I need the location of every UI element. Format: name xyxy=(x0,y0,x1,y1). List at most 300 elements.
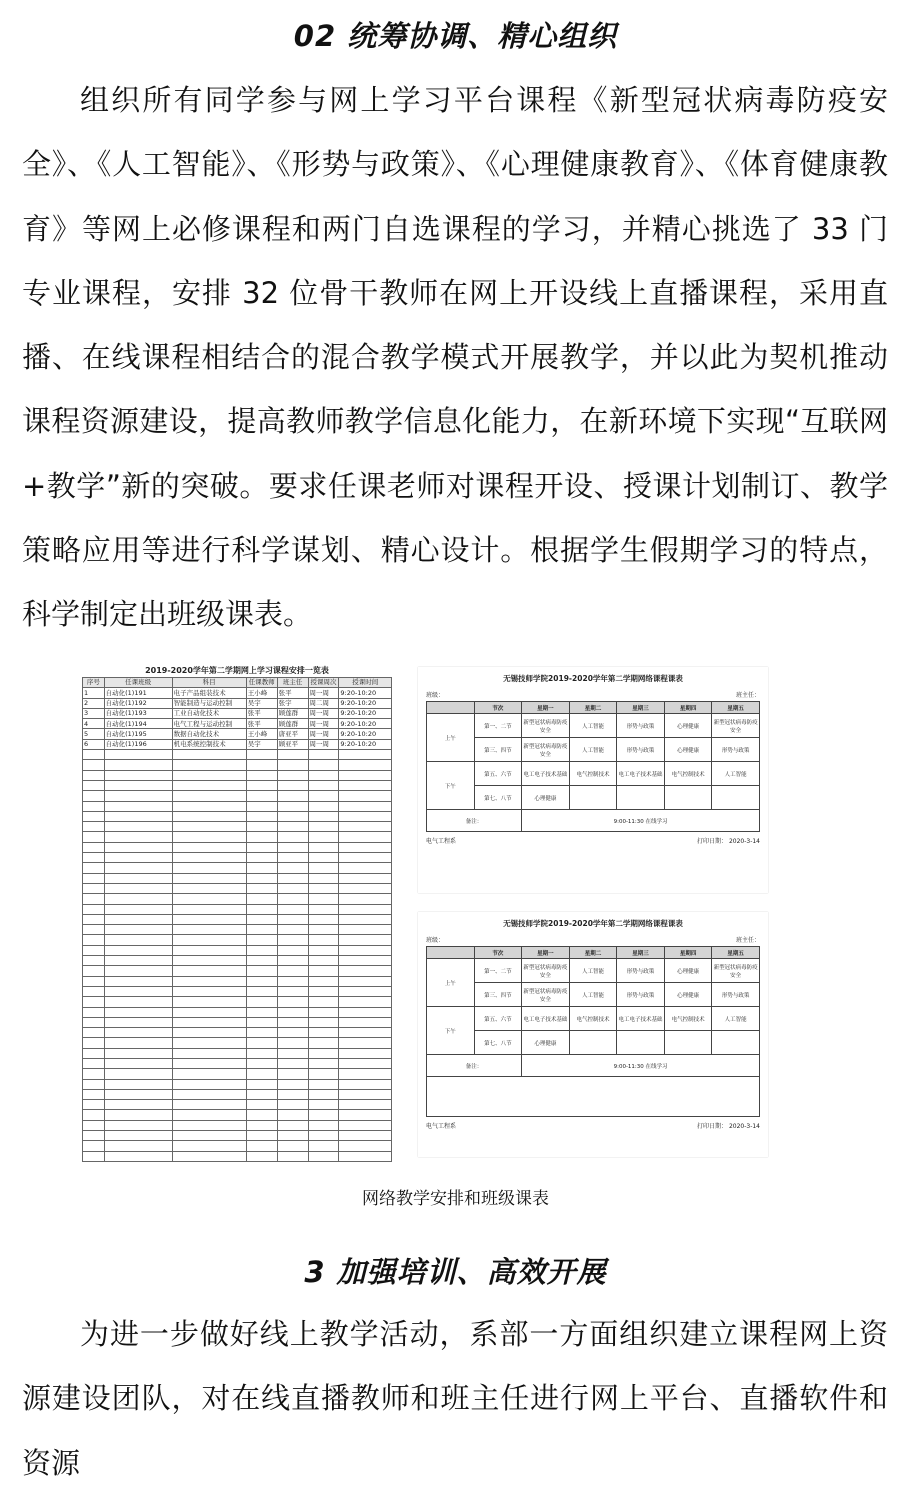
course-table-cell xyxy=(277,894,308,904)
course-table-header: 科目 xyxy=(172,678,246,688)
schedule-morning-label: 上午 xyxy=(427,714,475,762)
course-table-cell xyxy=(339,842,392,852)
course-table-cell xyxy=(83,822,105,832)
course-table-cell xyxy=(339,1038,392,1048)
course-table-cell xyxy=(172,1028,246,1038)
course-table-cell xyxy=(83,925,105,935)
course-table-cell: 数据自动化技术 xyxy=(172,729,246,739)
course-table-cell xyxy=(277,997,308,1007)
course-table-cell xyxy=(246,1120,277,1130)
schedule-cell xyxy=(664,786,712,810)
course-table-cell xyxy=(308,966,339,976)
course-table-cell: 9:20-10:20 xyxy=(339,688,392,698)
course-table-cell: 周一周 xyxy=(308,739,339,749)
schedule-cell: 新型冠状病毒防疫安全 xyxy=(522,738,570,762)
course-table-cell xyxy=(104,935,172,945)
course-table-cell xyxy=(172,832,246,842)
course-table-cell xyxy=(83,1079,105,1089)
course-table-cell xyxy=(83,1110,105,1120)
course-table-cell xyxy=(246,1151,277,1161)
schedule-afternoon-label: 下午 xyxy=(427,1007,475,1055)
course-table-row xyxy=(83,894,392,904)
course-table-cell xyxy=(277,1151,308,1161)
course-table-cell xyxy=(308,914,339,924)
course-table-cell xyxy=(246,1089,277,1099)
schedule-cell: 形势与政策 xyxy=(617,959,665,983)
course-table-cell xyxy=(339,1110,392,1120)
course-table-cell xyxy=(277,811,308,821)
course-table-cell xyxy=(246,770,277,780)
course-table-cell: 周一周 xyxy=(308,719,339,729)
course-table-row xyxy=(83,1017,392,1027)
course-table-cell xyxy=(104,1048,172,1058)
course-table-cell xyxy=(308,1069,339,1079)
course-table-cell xyxy=(104,801,172,811)
course-table-cell xyxy=(277,1028,308,1038)
schedule-cell: 心理健康 xyxy=(522,786,570,810)
course-table-cell: 3 xyxy=(83,708,105,718)
course-table-cell xyxy=(172,1038,246,1048)
course-table-cell: 吴宇 xyxy=(246,739,277,749)
course-table-row xyxy=(83,770,392,780)
course-table-cell xyxy=(277,842,308,852)
course-table-cell xyxy=(104,780,172,790)
course-table-header: 任课教师 xyxy=(246,678,277,688)
course-table-cell xyxy=(308,1007,339,1017)
course-table-cell xyxy=(83,1038,105,1048)
course-table-cell xyxy=(83,791,105,801)
course-table-cell xyxy=(83,770,105,780)
schedule-title: 无锡技师学院2019-2020学年第二学期网络课程课表 xyxy=(503,919,683,928)
course-table-cell xyxy=(308,956,339,966)
course-table-cell xyxy=(83,1017,105,1027)
schedule-session: 第七、八节 xyxy=(474,1031,522,1055)
course-table-cell xyxy=(339,770,392,780)
schedule-session: 第三、四节 xyxy=(474,983,522,1007)
schedule-header: 星期三 xyxy=(617,947,665,959)
schedule-cell: 电工电子技术基础 xyxy=(617,1007,665,1031)
course-table-cell xyxy=(172,883,246,893)
schedule-notes-label: 备注： xyxy=(427,810,522,832)
course-table-cell xyxy=(308,945,339,955)
course-table-cell xyxy=(277,935,308,945)
course-table-cell xyxy=(339,1079,392,1089)
schedule-morning-label: 上午 xyxy=(427,959,475,1007)
course-table-cell xyxy=(308,811,339,821)
course-table-row xyxy=(83,883,392,893)
course-table-cell xyxy=(339,1120,392,1130)
course-table-cell xyxy=(339,1089,392,1099)
schedule-footer-date: 打印日期： 2020-3-14 xyxy=(697,838,760,845)
course-table-cell xyxy=(339,894,392,904)
course-table-cell xyxy=(172,904,246,914)
course-table-cell xyxy=(104,986,172,996)
schedule-header: 星期一 xyxy=(522,947,570,959)
course-table-cell: 自动化(1)191 xyxy=(104,688,172,698)
schedule-session: 第五、六节 xyxy=(474,762,522,786)
course-table-cell xyxy=(339,1048,392,1058)
course-table-cell xyxy=(172,791,246,801)
course-table-cell xyxy=(172,811,246,821)
course-table-row xyxy=(83,966,392,976)
course-table-cell xyxy=(246,1048,277,1058)
course-table-cell xyxy=(246,883,277,893)
course-table-cell xyxy=(172,1058,246,1068)
course-table-row xyxy=(83,997,392,1007)
course-table-header: 班主任 xyxy=(277,678,308,688)
course-table-cell xyxy=(172,914,246,924)
schedule-cell: 心理健康 xyxy=(664,959,712,983)
course-table-cell xyxy=(172,853,246,863)
course-table-cell xyxy=(246,1079,277,1089)
class-schedule-sheet-1 xyxy=(418,667,768,893)
course-table-cell xyxy=(104,976,172,986)
course-table-cell xyxy=(104,883,172,893)
course-table-cell xyxy=(172,1089,246,1099)
schedule-cell: 形势与政策 xyxy=(712,738,760,762)
course-table-cell xyxy=(172,750,246,760)
course-table-cell xyxy=(246,1069,277,1079)
course-table-cell xyxy=(277,832,308,842)
course-table-cell xyxy=(246,966,277,976)
schedule-session: 第一、二节 xyxy=(474,714,522,738)
course-table-cell xyxy=(339,1069,392,1079)
course-table-cell xyxy=(104,1120,172,1130)
course-table-cell: 工业自动化技术 xyxy=(172,708,246,718)
course-table-cell xyxy=(104,1141,172,1151)
course-table-cell xyxy=(308,904,339,914)
course-table-cell xyxy=(246,1110,277,1120)
course-table-cell xyxy=(83,935,105,945)
course-table-cell: 自动化(1)193 xyxy=(104,708,172,718)
course-table-cell xyxy=(277,904,308,914)
course-table-cell xyxy=(172,997,246,1007)
course-table-cell: 周一周 xyxy=(308,729,339,739)
course-table-cell xyxy=(83,966,105,976)
course-table-cell xyxy=(104,832,172,842)
course-table-cell xyxy=(339,956,392,966)
course-table-cell xyxy=(83,1131,105,1141)
course-table-cell: 自动化(1)195 xyxy=(104,729,172,739)
course-table-cell xyxy=(277,873,308,883)
course-table-cell xyxy=(172,1017,246,1027)
course-table-cell: 自动化(1)192 xyxy=(104,698,172,708)
course-table-cell xyxy=(339,750,392,760)
course-table-cell xyxy=(104,863,172,873)
course-table-cell xyxy=(308,1089,339,1099)
course-table-cell xyxy=(83,873,105,883)
course-table-cell xyxy=(83,883,105,893)
course-table-cell xyxy=(83,945,105,955)
course-table-row xyxy=(83,688,392,698)
course-table-cell xyxy=(83,1058,105,1068)
course-table-cell xyxy=(104,904,172,914)
course-table-cell xyxy=(308,770,339,780)
course-table-cell xyxy=(308,1058,339,1068)
course-table-cell xyxy=(104,822,172,832)
course-table-cell xyxy=(308,1131,339,1141)
course-table-cell xyxy=(104,945,172,955)
schedule-teacher-label: 班主任： xyxy=(735,692,760,699)
course-table-row xyxy=(83,1131,392,1141)
course-table-cell xyxy=(83,1007,105,1017)
course-table-cell xyxy=(246,925,277,935)
course-table-cell xyxy=(308,791,339,801)
course-table-cell xyxy=(172,966,246,976)
course-table-cell xyxy=(246,986,277,996)
course-table-cell: 唐亚平 xyxy=(277,729,308,739)
course-table-cell: 电气工程与运动控制 xyxy=(172,719,246,729)
course-table-cell: 张平 xyxy=(246,708,277,718)
course-table-cell xyxy=(277,750,308,760)
course-table-cell xyxy=(172,1120,246,1130)
course-table-header: 任课班级 xyxy=(104,678,172,688)
course-table-cell xyxy=(277,956,308,966)
course-table-cell: 9:20-10:20 xyxy=(339,698,392,708)
course-table-cell: 周二周 xyxy=(308,698,339,708)
course-table-cell xyxy=(104,842,172,852)
course-table-cell xyxy=(339,780,392,790)
course-table-cell xyxy=(104,853,172,863)
course-table-row xyxy=(83,842,392,852)
course-table-cell xyxy=(104,1110,172,1120)
course-table-cell xyxy=(104,1100,172,1110)
schedule-cell: 人工智能 xyxy=(712,1007,760,1031)
schedule-cell: 新型冠状病毒防疫安全 xyxy=(522,959,570,983)
schedule-header: 星期五 xyxy=(712,947,760,959)
course-table-cell xyxy=(172,1131,246,1141)
paragraph-text: 为进一步做好线上教学活动，系部一方面组织建立课程网上资源建设团队，对在线直播教师和班主任进行网上平台、直播软件和资源 xyxy=(22,1317,888,1480)
schedule-cell: 新型冠状病毒防疫安全 xyxy=(712,714,760,738)
course-table-cell xyxy=(277,1110,308,1120)
course-table-cell: 王小峰 xyxy=(246,688,277,698)
course-table-cell xyxy=(83,1028,105,1038)
course-table-cell xyxy=(172,863,246,873)
course-table-cell: 顾亚平 xyxy=(277,739,308,749)
course-table-cell xyxy=(246,760,277,770)
schedule-cell: 形势与政策 xyxy=(712,983,760,1007)
course-table-cell xyxy=(308,1028,339,1038)
course-table-cell xyxy=(246,1131,277,1141)
schedule-cell: 人工智能 xyxy=(569,959,617,983)
course-table-cell xyxy=(277,1007,308,1017)
course-table-cell xyxy=(83,863,105,873)
schedule-cell xyxy=(712,1031,760,1055)
schedule-header: 星期五 xyxy=(712,702,760,714)
course-table-row xyxy=(83,1069,392,1079)
course-table-cell xyxy=(172,1100,246,1110)
schedule-header: 星期三 xyxy=(617,702,665,714)
course-table-cell xyxy=(83,976,105,986)
course-table-cell xyxy=(104,873,172,883)
schedule-session: 第三、四节 xyxy=(474,738,522,762)
schedule-afternoon-label: 下午 xyxy=(427,762,475,810)
schedule-extra-notes xyxy=(427,1077,760,1117)
course-table-cell xyxy=(172,1079,246,1089)
course-table-cell xyxy=(277,853,308,863)
course-table-cell xyxy=(308,1120,339,1130)
course-table-cell xyxy=(104,811,172,821)
course-table-cell: 自动化(1)196 xyxy=(104,739,172,749)
course-table-cell xyxy=(83,1141,105,1151)
course-table-row xyxy=(83,986,392,996)
course-table-cell xyxy=(246,956,277,966)
course-table-cell: 张平 xyxy=(246,719,277,729)
schedule-cell: 电气控制技术 xyxy=(569,762,617,786)
course-table-cell xyxy=(246,1017,277,1027)
schedule-cell: 电工电子技术基础 xyxy=(522,1007,570,1031)
course-table-cell xyxy=(339,966,392,976)
course-table-cell xyxy=(339,986,392,996)
course-table-row xyxy=(83,739,392,749)
course-table-cell xyxy=(277,925,308,935)
class-schedule-sheet-2 xyxy=(418,912,768,1157)
schedule-cell: 心理健康 xyxy=(664,983,712,1007)
course-table-cell xyxy=(172,760,246,770)
course-table-cell xyxy=(308,935,339,945)
course-table-cell xyxy=(308,750,339,760)
course-table-cell xyxy=(308,1151,339,1161)
course-table-cell xyxy=(308,822,339,832)
schedule-cell: 心理健康 xyxy=(664,738,712,762)
course-table-cell xyxy=(104,956,172,966)
section-heading-training: 3 加强培训、高效开展 xyxy=(304,1255,607,1289)
schedule-cell xyxy=(664,1031,712,1055)
course-table-cell xyxy=(308,863,339,873)
course-table-row xyxy=(83,925,392,935)
schedule-notes: 9:00-11:30 在线学习 xyxy=(522,1055,760,1077)
course-table-cell xyxy=(104,1151,172,1161)
course-table-row xyxy=(83,956,392,966)
course-table-cell xyxy=(172,873,246,883)
course-table-cell xyxy=(308,1017,339,1027)
course-table-cell: 智能制造与运动控制 xyxy=(172,698,246,708)
schedule-notes: 9:00-11:30 在线学习 xyxy=(522,810,760,832)
course-table-row xyxy=(83,945,392,955)
course-table-cell xyxy=(308,801,339,811)
course-table-row xyxy=(83,863,392,873)
course-table-header: 授课时间 xyxy=(339,678,392,688)
paragraph-text: 组织所有同学参与网上学习平台课程《新型冠状病毒防疫安全》、《人工智能》、《形势与政策》、《心理健康教育》、《体育健康教育》等网上必修课程和两门自选课程的学习，并精心挑选了 33 门专业课程，安排 32 位骨干教师在网上开设线上直播课程，采用直播、在线课程相结合的混合教学模式开展教学，并以此为契机推动课程资源建设，提高教师教学信息化能力，在新环境下实现“互联网+教学”新的突破。要求任课老师对课程开设、授课计划制订、教学策略应用等进行科学谋划、精心设计。根据学生假期学习的特点，科学制定出班级课表。 xyxy=(22,83,888,632)
schedule-footer-dept: 电气工程系 xyxy=(426,1123,457,1130)
course-table-cell xyxy=(277,1058,308,1068)
course-table-cell xyxy=(339,925,392,935)
course-table-cell xyxy=(277,770,308,780)
course-table-cell: 9:20-10:20 xyxy=(339,708,392,718)
course-table-row xyxy=(83,1100,392,1110)
course-table-row xyxy=(83,780,392,790)
schedule-header: 星期二 xyxy=(569,947,617,959)
schedule-cell: 人工智能 xyxy=(569,738,617,762)
course-table-cell xyxy=(246,822,277,832)
course-table-cell xyxy=(339,863,392,873)
course-table-cell xyxy=(83,750,105,760)
course-table-cell xyxy=(104,894,172,904)
course-table-cell xyxy=(339,883,392,893)
course-table-cell xyxy=(277,1120,308,1130)
course-table-row xyxy=(83,1007,392,1017)
course-table-cell xyxy=(246,1141,277,1151)
course-table-row xyxy=(83,976,392,986)
figure-caption: 网络教学安排和班级课表 xyxy=(362,1189,549,1209)
schedule-header: 节次 xyxy=(474,947,522,959)
schedule-header xyxy=(427,702,475,714)
course-table-cell xyxy=(339,822,392,832)
course-table-cell xyxy=(246,780,277,790)
course-table-cell xyxy=(246,801,277,811)
schedule-footer-date: 打印日期： 2020-3-14 xyxy=(697,1123,760,1130)
schedule-class-label: 班级： xyxy=(426,692,445,699)
course-table-cell xyxy=(104,1079,172,1089)
course-table-cell xyxy=(172,956,246,966)
course-table-cell xyxy=(246,873,277,883)
course-table-cell xyxy=(172,780,246,790)
course-table-cell xyxy=(104,791,172,801)
course-table-cell xyxy=(277,1141,308,1151)
course-table-cell: 5 xyxy=(83,729,105,739)
course-table-cell xyxy=(339,1007,392,1017)
course-table-cell xyxy=(339,1028,392,1038)
course-table-cell xyxy=(339,945,392,955)
course-table-cell xyxy=(83,1100,105,1110)
schedule-header: 星期四 xyxy=(664,947,712,959)
course-table-row xyxy=(83,1058,392,1068)
course-table-cell xyxy=(308,842,339,852)
course-table-row xyxy=(83,811,392,821)
course-table-cell xyxy=(172,801,246,811)
course-table-cell xyxy=(339,935,392,945)
course-table-cell xyxy=(308,1100,339,1110)
course-table-cell xyxy=(172,935,246,945)
course-table-cell: 9:20-10:20 xyxy=(339,719,392,729)
course-table-row xyxy=(83,791,392,801)
course-table-cell xyxy=(308,894,339,904)
schedule-cell: 人工智能 xyxy=(569,983,617,1007)
course-table-cell xyxy=(104,1089,172,1099)
schedule-cell xyxy=(617,786,665,810)
course-table-cell xyxy=(277,945,308,955)
schedule-cell: 新型冠状病毒防疫安全 xyxy=(522,714,570,738)
schedule-cell xyxy=(617,1031,665,1055)
course-table-cell xyxy=(308,1110,339,1120)
course-table-cell xyxy=(308,976,339,986)
course-table-cell xyxy=(104,760,172,770)
course-table-cell: 2 xyxy=(83,698,105,708)
course-table-cell: 6 xyxy=(83,739,105,749)
schedule-grid xyxy=(426,946,760,1117)
course-table-cell xyxy=(83,997,105,1007)
course-table-cell xyxy=(104,966,172,976)
course-table-cell xyxy=(83,853,105,863)
schedule-notes-label: 备注： xyxy=(427,1055,522,1077)
course-table-cell xyxy=(104,1017,172,1027)
schedule-cell: 新型冠状病毒防疫安全 xyxy=(712,959,760,983)
course-table-cell xyxy=(277,986,308,996)
course-table-body xyxy=(83,688,392,1162)
course-table-cell xyxy=(246,945,277,955)
course-table-cell xyxy=(246,811,277,821)
course-table-cell xyxy=(339,1058,392,1068)
schedule-cell: 电气控制技术 xyxy=(664,1007,712,1031)
course-table-cell xyxy=(339,832,392,842)
course-table-cell xyxy=(104,997,172,1007)
course-table-cell xyxy=(246,842,277,852)
course-table-cell xyxy=(308,853,339,863)
schedule-header xyxy=(427,947,475,959)
course-arrangement-table-image xyxy=(82,664,392,1152)
course-table-row xyxy=(83,719,392,729)
course-table-cell xyxy=(104,925,172,935)
